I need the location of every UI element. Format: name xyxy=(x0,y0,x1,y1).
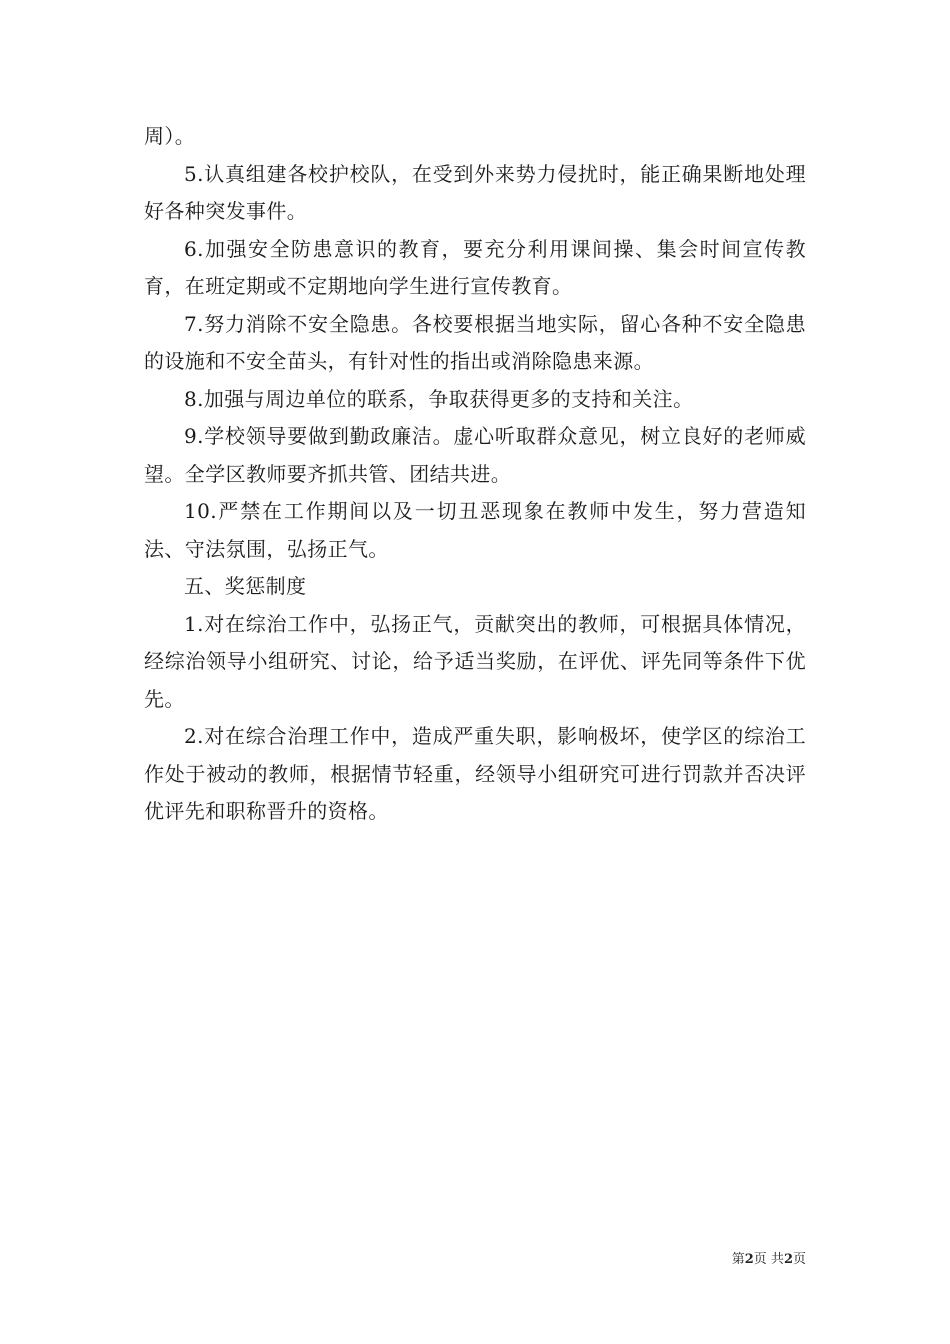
footer-total-pages: 2 xyxy=(783,1252,793,1267)
page-number-footer xyxy=(732,1248,806,1267)
section-heading-rewards: 五、奖惩制度 xyxy=(184,574,307,598)
paragraph-reward-2: 2.对在综合治理工作中，造成严重失职，影响极坏，使学区的综治工作处于被动的教师，根据情节轻重，经领导小组研究可进行罚款并否决评优评先和职称晋升的资格。 xyxy=(144,724,806,823)
footer-suffix: 页 xyxy=(792,1252,806,1267)
paragraph-item-7: 7.努力消除不安全隐患。各校要根据当地实际，留心各种不安全隐患的设施和不安全苗头，有针对性的指出或消除隐患来源。 xyxy=(144,311,806,373)
paragraph-item-9: 9.学校领导要做到勤政廉洁。虚心听取群众意见，树立良好的老师威望。全学区教师要齐抓共管、团结共进。 xyxy=(144,424,806,486)
document-body xyxy=(144,118,806,831)
paragraph-item-6: 6.加强安全防患意识的教育，要充分利用课间操、集会时间宣传教育，在班定期或不定期地向学生进行宣传教育。 xyxy=(144,236,806,298)
footer-current-page: 2 xyxy=(744,1252,754,1267)
paragraph-reward-1: 1.对在综治工作中，弘扬正气，贡献突出的教师，可根据具体情况，经综治领导小组研究、讨论，给予适当奖励，在评优、评先同等条件下优先。 xyxy=(144,611,806,711)
paragraph-continuation: 周）。 xyxy=(144,124,196,148)
paragraph-item-8: 8.加强与周边单位的联系，争取获得更多的支持和关注。 xyxy=(184,386,694,411)
paragraph-item-5: 5.认真组建各校护校队，在受到外来势力侵扰时，能正确果断地处理好各种突发事件。 xyxy=(144,161,806,223)
footer-prefix: 第 xyxy=(731,1252,745,1267)
paragraph-item-10: 10.严禁在工作期间以及一切丑恶现象在教师中发生，努力营造知法、守法氛围，弘扬正气。 xyxy=(144,499,806,561)
footer-middle: 页 共 xyxy=(753,1252,784,1267)
